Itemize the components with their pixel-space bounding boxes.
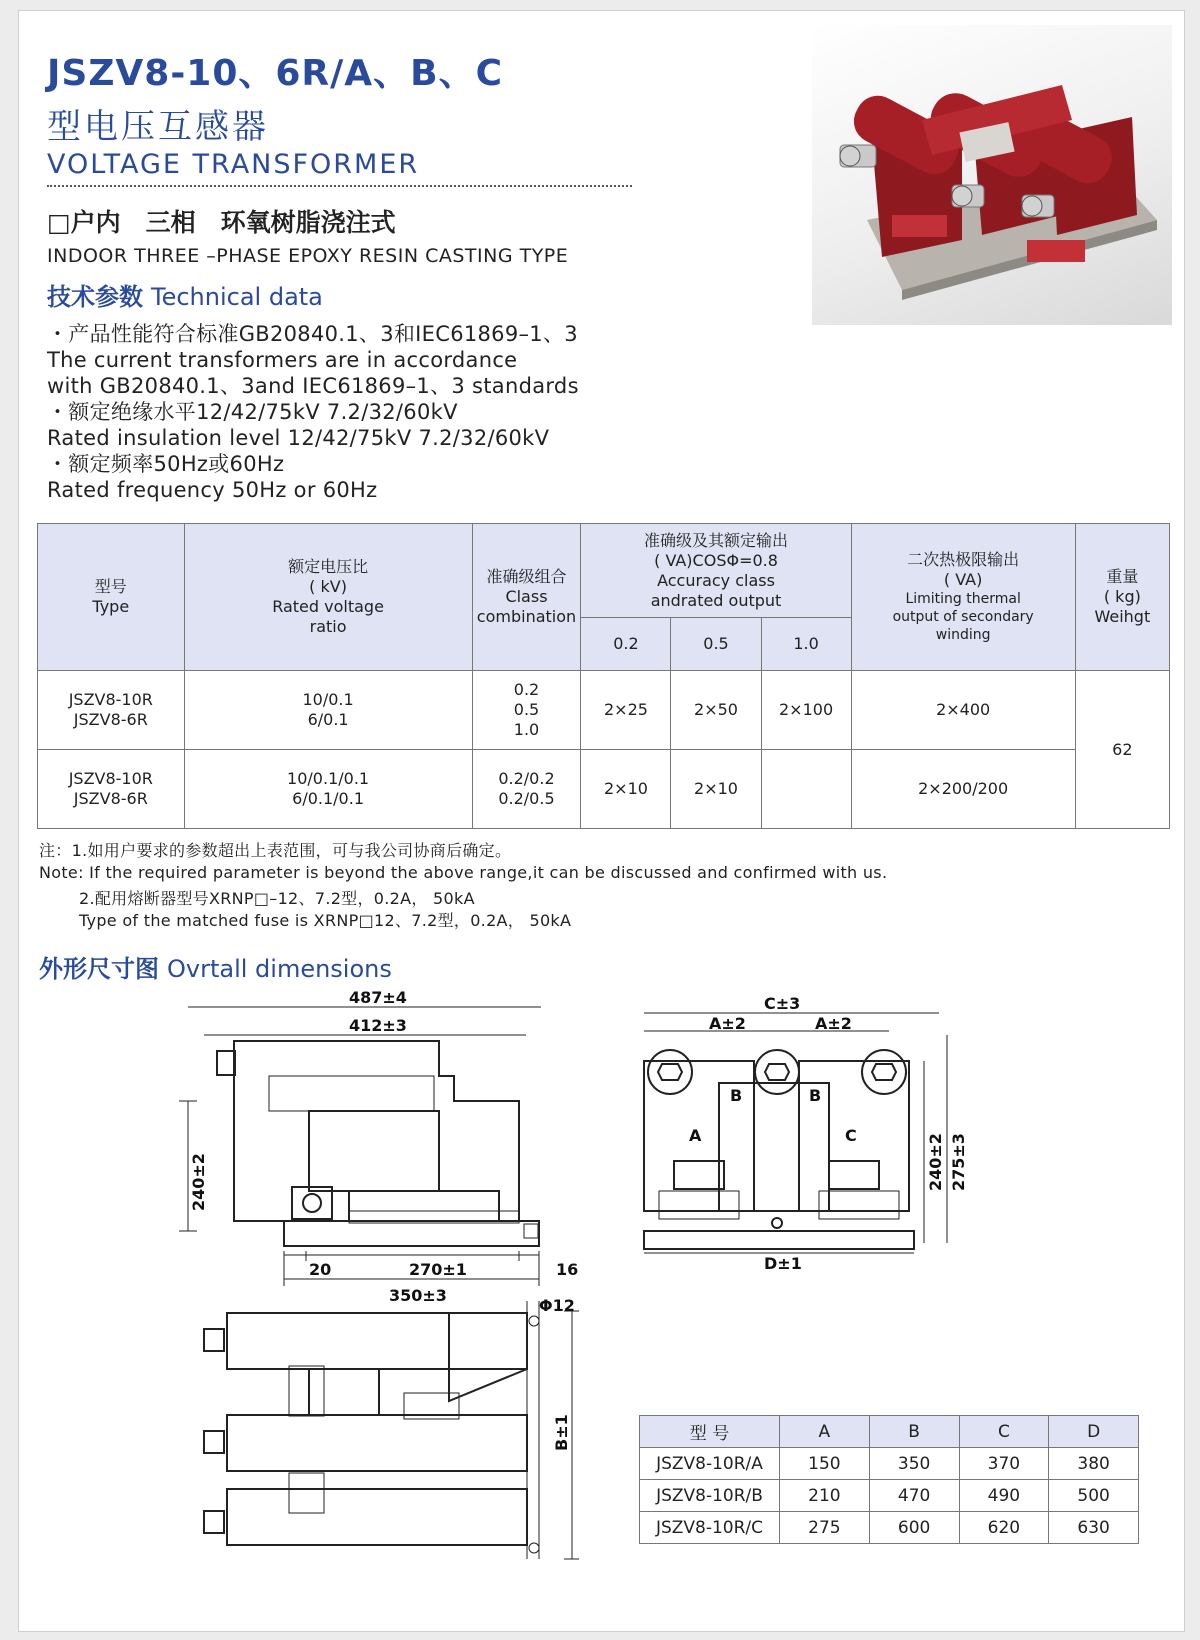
dimension-drawings	[19, 11, 1184, 1631]
header-rated-voltage-ratio: 额定电压比 ( kV) Rated voltage ratio	[184, 524, 472, 671]
dim-cell-b: 470	[869, 1480, 959, 1512]
dim-cell-d: 630	[1049, 1512, 1139, 1544]
dim-header-a: A	[780, 1416, 870, 1448]
catalog-page	[18, 10, 1185, 1632]
spec-standard-en-2: with GB20840.1、3and IEC61869–1、3 standards	[47, 374, 579, 398]
dim-header-b: B	[869, 1416, 959, 1448]
dim-270: 270±1	[409, 1260, 467, 1279]
cell-thermal: 2×400	[851, 671, 1075, 750]
dim-cell-a: 150	[780, 1448, 870, 1480]
header-type: 型号 Type	[38, 524, 185, 671]
cell-output-0.5: 2×50	[671, 671, 761, 750]
dim-front-240: 240±2	[926, 1133, 945, 1191]
header-class-0.2: 0.2	[581, 618, 671, 671]
dim-cell-type: JSZV8-10R/C	[640, 1512, 780, 1544]
cell-ratio: 10/0.1 6/0.1	[184, 671, 472, 750]
dim-cell-c: 620	[959, 1512, 1049, 1544]
dim-a-left: A±2	[709, 1014, 746, 1033]
spec-insulation-en: Rated insulation level 12/42/75kV 7.2/32/60kV	[47, 426, 550, 450]
dim-a-right: A±2	[815, 1014, 852, 1033]
dim-header-type: 型 号	[640, 1416, 780, 1448]
dim-cell-a: 275	[780, 1512, 870, 1544]
product-type-cn: □户内 三相 环氧树脂浇注式	[47, 208, 396, 237]
dim-350: 350±3	[389, 1286, 447, 1305]
spec-insulation-cn: ・额定绝缘水平12/42/75kV 7.2/32/60kV	[47, 400, 458, 424]
label-phase-a: A	[689, 1126, 702, 1145]
spec-standard-en-1: The current transformers are in accordance	[47, 348, 518, 372]
dim-cell-c: 370	[959, 1448, 1049, 1480]
dim-412: 412±3	[349, 1016, 407, 1035]
header-accuracy-class: 准确级及其额定输出 ( VA)COSΦ=0.8 Accuracy class andrated output	[581, 524, 851, 618]
dimensions-heading-en: Ovrtall dimensions	[167, 955, 392, 983]
dim-d: D±1	[764, 1254, 802, 1273]
dim-header-d: D	[1049, 1416, 1139, 1448]
cell-thermal: 2×200/200	[851, 750, 1075, 829]
dim-phi12: Φ12	[539, 1296, 575, 1315]
product-type-en: INDOOR THREE –PHASE EPOXY RESIN CASTING TYPE	[47, 245, 569, 267]
label-phase-c: C	[845, 1126, 857, 1145]
cell-weight: 62	[1075, 671, 1169, 829]
dim-cell-b: 350	[869, 1448, 959, 1480]
header-class-0.5: 0.5	[671, 618, 761, 671]
product-title-en: VOLTAGE TRANSFORMER	[47, 149, 420, 180]
dim-16: 16	[556, 1260, 579, 1279]
note-1-en: Note: If the required parameter is beyond the above range,it can be discussed and confirmed with us.	[39, 863, 888, 882]
cell-output-0.2: 2×10	[581, 750, 671, 829]
header-weight: 重量 ( kg) Weihgt	[1075, 524, 1169, 671]
dim-cell-d: 500	[1049, 1480, 1139, 1512]
dim-cell-d: 380	[1049, 1448, 1139, 1480]
top-view-drawing	[204, 1301, 579, 1559]
cell-output-0.2: 2×25	[581, 671, 671, 750]
cell-output-0.5: 2×10	[671, 750, 761, 829]
dimension-table	[639, 1415, 1139, 1544]
spec-frequency-cn: ・额定频率50Hz或60Hz	[47, 452, 285, 476]
cell-type: JSZV8-10R JSZV8-6R	[38, 671, 185, 750]
header-thermal-output: 二次热极限输出 ( VA) Limiting thermal output of secondary winding	[851, 524, 1075, 671]
dim-20: 20	[309, 1260, 332, 1279]
dim-front-275: 275±3	[949, 1133, 968, 1191]
dim-cell-type: JSZV8-10R/B	[640, 1480, 780, 1512]
cell-output-1.0: 2×100	[761, 671, 851, 750]
cell-type: JSZV8-10R JSZV8-6R	[38, 750, 185, 829]
table-row	[640, 1512, 1139, 1544]
dim-c: C±3	[764, 994, 801, 1013]
dim-487: 487±4	[349, 988, 407, 1007]
dim-b-left: B	[730, 1086, 743, 1105]
cell-ratio: 10/0.1/0.1 6/0.1/0.1	[184, 750, 472, 829]
header-class-combination: 准确级组合 Class combination	[472, 524, 581, 671]
dim-side-240: 240±2	[189, 1153, 208, 1211]
header-class-1.0: 1.0	[761, 618, 851, 671]
dim-header-c: C	[959, 1416, 1049, 1448]
spec-frequency-en: Rated frequency 50Hz or 60Hz	[47, 478, 378, 502]
product-title-cn: 型电压互感器	[47, 107, 269, 147]
dimensions-heading-cn: 外形尺寸图	[39, 955, 159, 983]
technical-data-heading-cn: 技术参数	[47, 283, 143, 311]
dim-b-right: B	[809, 1086, 822, 1105]
cell-class: 0.2/0.2 0.2/0.5	[472, 750, 581, 829]
dim-b1: B±1	[552, 1414, 571, 1451]
dim-cell-type: JSZV8-10R/A	[640, 1448, 780, 1480]
dim-cell-c: 490	[959, 1480, 1049, 1512]
table-row	[640, 1480, 1139, 1512]
technical-data-heading-en: Technical data	[151, 283, 323, 311]
spec-standard-cn: ・产品性能符合标准GB20840.1、3和IEC61869–1、3	[47, 322, 578, 346]
dim-cell-b: 600	[869, 1512, 959, 1544]
note-2-en: Type of the matched fuse is XRNP□12、7.2型，0.2A， 50kA	[79, 911, 572, 930]
cell-class: 0.2 0.5 1.0	[472, 671, 581, 750]
table-row	[640, 1448, 1139, 1480]
product-model-title: JSZV8-10、6R/A、B、C	[47, 53, 504, 94]
note-2-cn: 2.配用熔断器型号XRNP□–12、7.2型，0.2A， 50kA	[79, 889, 475, 908]
note-1-cn: 注：1.如用户要求的参数超出上表范围，可与我公司协商后确定。	[39, 841, 512, 860]
side-view-drawing	[179, 1007, 541, 1286]
dim-cell-a: 210	[780, 1480, 870, 1512]
